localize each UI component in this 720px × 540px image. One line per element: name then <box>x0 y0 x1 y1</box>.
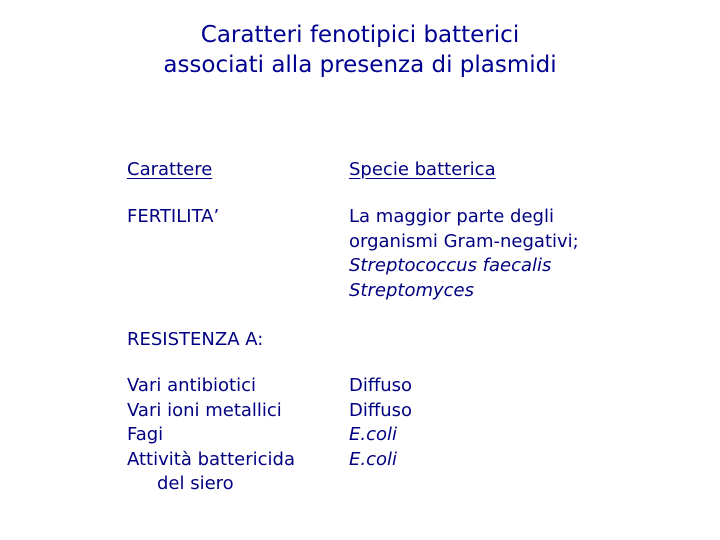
row-label-fertilita <box>127 205 219 230</box>
resistenza-items-list <box>127 374 295 497</box>
resistenza-label: RESISTENZA A: <box>127 329 264 350</box>
fertilita-species-line: organismi Gram-negativi; <box>349 230 579 252</box>
resistenza-item: Attività battericida <box>127 448 295 470</box>
resistenza-species: Diffuso <box>349 375 413 396</box>
resistenza-item: del siero <box>157 473 234 494</box>
resistenza-species: E.coli <box>349 424 398 445</box>
row-label-resistenza <box>127 328 263 353</box>
fertilita-species-line: La maggior parte degli <box>349 206 554 227</box>
fertilita-species-line: Streptomyces <box>349 279 474 301</box>
fertilita-label: FERTILITA’ <box>127 206 220 227</box>
resistenza-item: Vari ioni metallici <box>127 399 282 421</box>
fertilita-species-line: Streptococcus faecalis <box>349 255 552 276</box>
title-line-2: associati alla presenza di plasmidi <box>163 52 557 78</box>
column-header-carattere: Carattere <box>127 159 213 180</box>
resistenza-species: E.coli <box>349 448 398 470</box>
resistenza-species-list <box>349 374 412 472</box>
resistenza-item: Fagi <box>127 424 164 445</box>
resistenza-item: Vari antibiotici <box>127 375 256 396</box>
resistenza-species: Diffuso <box>349 399 413 421</box>
fertilita-species-list <box>349 205 579 303</box>
column-header-specie: Specie batterica <box>349 159 496 180</box>
slide-title <box>0 20 720 80</box>
title-line-1: Caratteri fenotipici batterici <box>200 22 520 48</box>
